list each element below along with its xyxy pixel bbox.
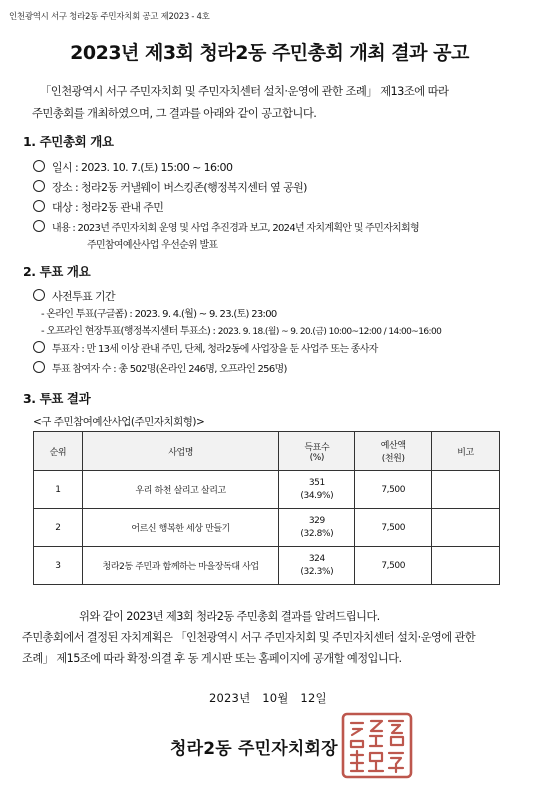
cell-project: 우리 하천 살리고 살리고 [82, 471, 279, 509]
table-header-row [34, 432, 500, 471]
cell-budget: 7,500 [355, 509, 432, 547]
bullet-circle-icon [33, 341, 45, 353]
table-caption: <구 주민참여예산사업(주민자치회형)> [33, 416, 205, 428]
cell-note [432, 547, 500, 585]
bullet-circle-icon [33, 160, 45, 172]
cell-votes: 324 (32.3%) [279, 547, 355, 585]
bullet-circle-icon [33, 200, 45, 212]
header-note: 비고 [432, 432, 500, 471]
table-row [34, 509, 500, 547]
overview-item-content-cont: 주민참여예산사업 우선순위 발표 [87, 240, 218, 251]
table-row [34, 547, 500, 585]
bullet-circle-icon [33, 361, 45, 373]
cell-rank: 2 [34, 509, 83, 547]
header-budget: 예산액 (천원) [355, 432, 432, 471]
pre-vote-period: 사전투표 기간 [33, 288, 115, 304]
intro-paragraph [32, 80, 522, 124]
bullet-circle-icon [33, 289, 45, 301]
bullet-circle-icon [33, 180, 45, 192]
table-row [34, 471, 500, 509]
cell-project: 어르신 행복한 세상 만들기 [82, 509, 279, 547]
online-vote-period: - 온라인 투표(구글폼) : 2023. 9. 4.(월) ~ 9. 23.(토) 23:00 [41, 309, 277, 320]
header-rank: 순위 [34, 432, 83, 471]
cell-note [432, 509, 500, 547]
issue-date: 2023년 10월 12일 [209, 691, 327, 705]
section-1-heading: 1. 주민총회 개요 [23, 134, 114, 149]
cell-votes: 329 (32.8%) [279, 509, 355, 547]
bullet-circle-icon [33, 220, 45, 232]
cell-rank: 1 [34, 471, 83, 509]
overview-item-location: 장소 : 청라2동 커낼웨이 버스킹존(행정복지센터 옆 공원) [33, 179, 307, 195]
voter-eligibility: 투표자 : 만 13세 이상 관내 주민, 단체, 청라2동에 사업장을 둔 사업주 또는 종사자 [33, 340, 378, 355]
cell-budget: 7,500 [355, 471, 432, 509]
closing-line-2: 주민총회에서 결정된 자치계획은 「인천광역시 서구 주민자치회 및 주민자치센터 설치·운영에 관한 [22, 631, 476, 644]
cell-rank: 3 [34, 547, 83, 585]
overview-item-content: 내용 : 2023년 주민자치회 운영 및 사업 추진경과 보고, 2024년 자치계획안 및 주민자치회형 [33, 219, 419, 234]
cell-votes: 351 (34.9%) [279, 471, 355, 509]
overview-item-target: 대상 : 청라2동 관내 주민 [33, 199, 163, 215]
header-votes: 득표수 (%) [279, 432, 355, 471]
closing-line-3: 조례」 제15조에 따라 확정·의결 후 동 게시판 또는 홈페이지에 공개할 예정입니다. [22, 652, 402, 665]
offline-vote-period: - 오프라인 현장투표(행정복지센터 투표소) : 2023. 9. 18.(월) ~ 9. 20.(금) 10:00~12:00 / 14:00~16:00 [41, 326, 442, 337]
closing-line-1: 위와 같이 2023년 제3회 청라2동 주민총회 결과를 알려드립니다. [79, 610, 380, 623]
cell-note [432, 471, 500, 509]
closing-paragraph [22, 606, 522, 669]
intro-line-2: 주민총회를 개최하였으며, 그 결과를 아래와 같이 공고합니다. [32, 106, 317, 120]
intro-line-1: 「인천광역시 서구 주민자치회 및 주민자치센터 설치·운영에 관한 조례」 제13조에 따라 [40, 84, 449, 98]
official-seal-stamp [339, 711, 415, 780]
document-number: 인천광역시 서구 청라2동 주민자치회 공고 제2023 - 4호 [9, 12, 210, 22]
document-title: 2023년 제3회 청라2동 주민총회 개최 결과 공고 [70, 42, 469, 64]
section-2-heading: 2. 투표 개요 [23, 264, 91, 279]
overview-item-datetime: 일시 : 2023. 10. 7.(토) 15:00 ~ 16:00 [33, 159, 232, 175]
signature-title: 청라2동 주민자치회장 [170, 739, 338, 759]
section-3-heading: 3. 투표 결과 [23, 391, 91, 406]
cell-project: 청라2동 주민과 함께하는 마을장독대 사업 [82, 547, 279, 585]
header-project: 사업명 [82, 432, 279, 471]
participant-count: 투표 참여자 수 : 총 502명(온라인 246명, 오프라인 256명) [33, 360, 287, 375]
cell-budget: 7,500 [355, 547, 432, 585]
vote-results-table [33, 431, 500, 585]
